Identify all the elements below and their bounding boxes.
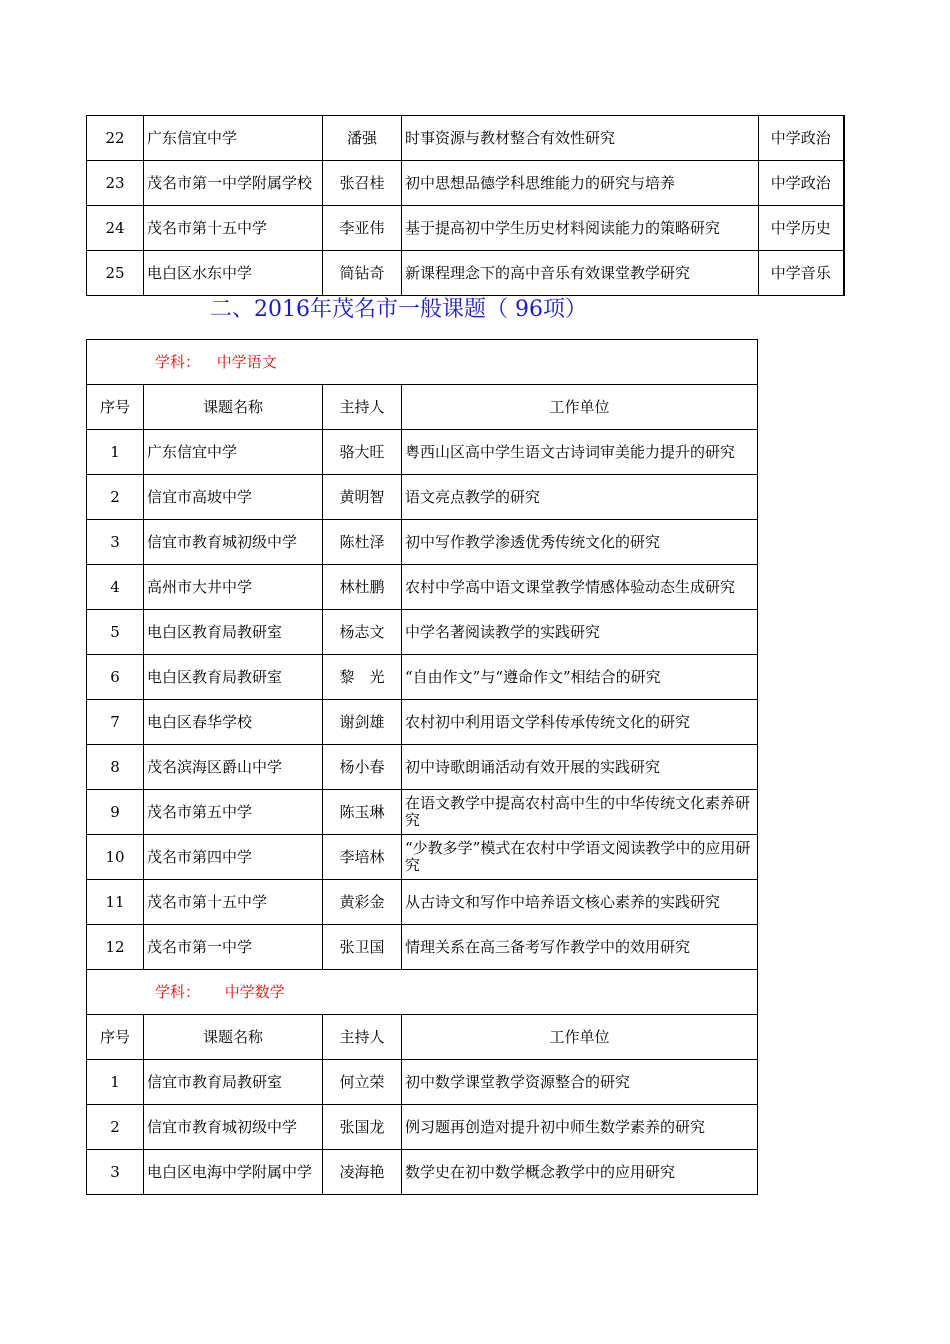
work-unit: 电白区电海中学附属中学 xyxy=(144,1150,323,1195)
host-name: 张召桂 xyxy=(323,161,402,206)
section-heading: 二、2016年茂名市一般课题（ 96项） xyxy=(210,297,587,322)
project-title: 新课程理念下的高中音乐有效课堂教学研究 xyxy=(402,251,759,296)
work-unit: 电白区春华学校 xyxy=(144,700,323,745)
row-number: 4 xyxy=(87,565,144,610)
subject-cell: 中学音乐 xyxy=(759,251,844,296)
subject-cell: 中学政治 xyxy=(759,116,844,161)
table-row xyxy=(87,835,758,880)
row-number: 3 xyxy=(87,520,144,565)
header-no: 序号 xyxy=(87,1015,144,1060)
subject-label: 学科： xyxy=(155,982,201,1001)
work-unit: 信宜市高坡中学 xyxy=(144,475,323,520)
work-unit: 电白区教育局教研室 xyxy=(144,610,323,655)
host-name: 林杜鹏 xyxy=(323,565,402,610)
row-number: 11 xyxy=(87,880,144,925)
row-number: 25 xyxy=(87,251,144,296)
project-title: “少教多学”模式在农村中学语文阅读教学中的应用研究 xyxy=(402,835,758,880)
work-unit: 信宜市教育城初级中学 xyxy=(144,520,323,565)
subject-row-chinese xyxy=(87,340,758,385)
header-no: 序号 xyxy=(87,385,144,430)
table-row xyxy=(87,925,758,970)
host-name: 黄彩金 xyxy=(323,880,402,925)
row-number: 23 xyxy=(87,161,144,206)
subject-name: 中学数学 xyxy=(224,982,285,1001)
project-title: 数学史在初中数学概念教学中的应用研究 xyxy=(402,1150,758,1195)
project-title: 时事资源与教材整合有效性研究 xyxy=(402,116,759,161)
project-title: 中学名著阅读教学的实践研究 xyxy=(402,610,758,655)
host-name: 张国龙 xyxy=(323,1105,402,1150)
row-number: 12 xyxy=(87,925,144,970)
subject-cell: 中学历史 xyxy=(759,206,844,251)
header-unit: 工作单位 xyxy=(402,385,758,430)
project-title: 初中诗歌朗诵活动有效开展的实践研究 xyxy=(402,745,758,790)
table-row xyxy=(87,206,844,251)
header-unit: 工作单位 xyxy=(402,1015,758,1060)
host-name: 李亚伟 xyxy=(323,206,402,251)
subject-cell xyxy=(87,340,758,385)
host-name: 谢剑雄 xyxy=(323,700,402,745)
work-unit: 茂名市第十五中学 xyxy=(144,206,323,251)
table-row xyxy=(87,790,758,835)
table-row xyxy=(87,116,844,161)
row-number: 5 xyxy=(87,610,144,655)
project-title: 语文亮点教学的研究 xyxy=(402,475,758,520)
host-name: 杨志文 xyxy=(323,610,402,655)
host-name: 简钻奇 xyxy=(323,251,402,296)
table-row xyxy=(87,700,758,745)
host-name: 陈玉琳 xyxy=(323,790,402,835)
table-row xyxy=(87,430,758,475)
subject-cell: 中学政治 xyxy=(759,161,844,206)
row-number: 3 xyxy=(87,1150,144,1195)
top-project-table xyxy=(86,115,845,296)
row-number: 1 xyxy=(87,430,144,475)
table-row xyxy=(87,745,758,790)
table-row xyxy=(87,610,758,655)
project-title: 初中思想品德学科思维能力的研究与培养 xyxy=(402,161,759,206)
work-unit: 茂名滨海区爵山中学 xyxy=(144,745,323,790)
general-project-table xyxy=(86,339,758,1195)
work-unit: 电白区教育局教研室 xyxy=(144,655,323,700)
subject-cell xyxy=(87,970,758,1015)
project-title: 初中写作教学渗透优秀传统文化的研究 xyxy=(402,520,758,565)
work-unit: 信宜市教育局教研室 xyxy=(144,1060,323,1105)
work-unit: 广东信宜中学 xyxy=(144,116,323,161)
header-host: 主持人 xyxy=(323,1015,402,1060)
project-title: 农村中学高中语文课堂教学情感体验动态生成研究 xyxy=(402,565,758,610)
subject-row-math xyxy=(87,970,758,1015)
host-name: 陈杜泽 xyxy=(323,520,402,565)
table-row xyxy=(87,1150,758,1195)
project-title: 初中数学课堂教学资源整合的研究 xyxy=(402,1060,758,1105)
row-number: 8 xyxy=(87,745,144,790)
host-name: 凌海艳 xyxy=(323,1150,402,1195)
work-unit: 信宜市教育城初级中学 xyxy=(144,1105,323,1150)
host-name: 杨小春 xyxy=(323,745,402,790)
row-number: 2 xyxy=(87,475,144,520)
host-name: 李培林 xyxy=(323,835,402,880)
host-name: 黄明智 xyxy=(323,475,402,520)
table-row xyxy=(87,251,844,296)
table-row xyxy=(87,565,758,610)
host-name: 骆大旺 xyxy=(323,430,402,475)
row-number: 10 xyxy=(87,835,144,880)
host-name: 潘强 xyxy=(323,116,402,161)
host-name: 黎 光 xyxy=(323,655,402,700)
work-unit: 茂名市第四中学 xyxy=(144,835,323,880)
header-name: 课题名称 xyxy=(144,385,323,430)
subject-label: 学科： xyxy=(155,352,201,371)
row-number: 1 xyxy=(87,1060,144,1105)
work-unit: 高州市大井中学 xyxy=(144,565,323,610)
project-title: 例习题再创造对提升初中师生数学素养的研究 xyxy=(402,1105,758,1150)
work-unit: 茂名市第一中学附属学校 xyxy=(144,161,323,206)
host-name: 何立荣 xyxy=(323,1060,402,1105)
project-title: 情理关系在高三备考写作教学中的效用研究 xyxy=(402,925,758,970)
table-row xyxy=(87,880,758,925)
header-name: 课题名称 xyxy=(144,1015,323,1060)
work-unit: 广东信宜中学 xyxy=(144,430,323,475)
work-unit: 电白区水东中学 xyxy=(144,251,323,296)
project-title: “自由作文”与“遵命作文”相结合的研究 xyxy=(402,655,758,700)
row-number: 22 xyxy=(87,116,144,161)
row-number: 7 xyxy=(87,700,144,745)
table-row xyxy=(87,1105,758,1150)
subject-name: 中学语文 xyxy=(216,352,277,371)
header-row xyxy=(87,1015,758,1060)
table-row xyxy=(87,475,758,520)
row-number: 2 xyxy=(87,1105,144,1150)
table-row xyxy=(87,655,758,700)
table-row xyxy=(87,1060,758,1105)
row-number: 9 xyxy=(87,790,144,835)
host-name: 张卫国 xyxy=(323,925,402,970)
row-number: 6 xyxy=(87,655,144,700)
work-unit: 茂名市第五中学 xyxy=(144,790,323,835)
table-row xyxy=(87,520,758,565)
work-unit: 茂名市第一中学 xyxy=(144,925,323,970)
table-row xyxy=(87,161,844,206)
project-title: 粤西山区高中学生语文古诗词审美能力提升的研究 xyxy=(402,430,758,475)
work-unit: 茂名市第十五中学 xyxy=(144,880,323,925)
project-title: 从古诗文和写作中培养语文核心素养的实践研究 xyxy=(402,880,758,925)
project-title: 基于提高初中学生历史材料阅读能力的策略研究 xyxy=(402,206,759,251)
row-number: 24 xyxy=(87,206,144,251)
header-host: 主持人 xyxy=(323,385,402,430)
project-title: 在语文教学中提高农村高中生的中华传统文化素养研究 xyxy=(402,790,758,835)
header-row xyxy=(87,385,758,430)
project-title: 农村初中利用语文学科传承传统文化的研究 xyxy=(402,700,758,745)
